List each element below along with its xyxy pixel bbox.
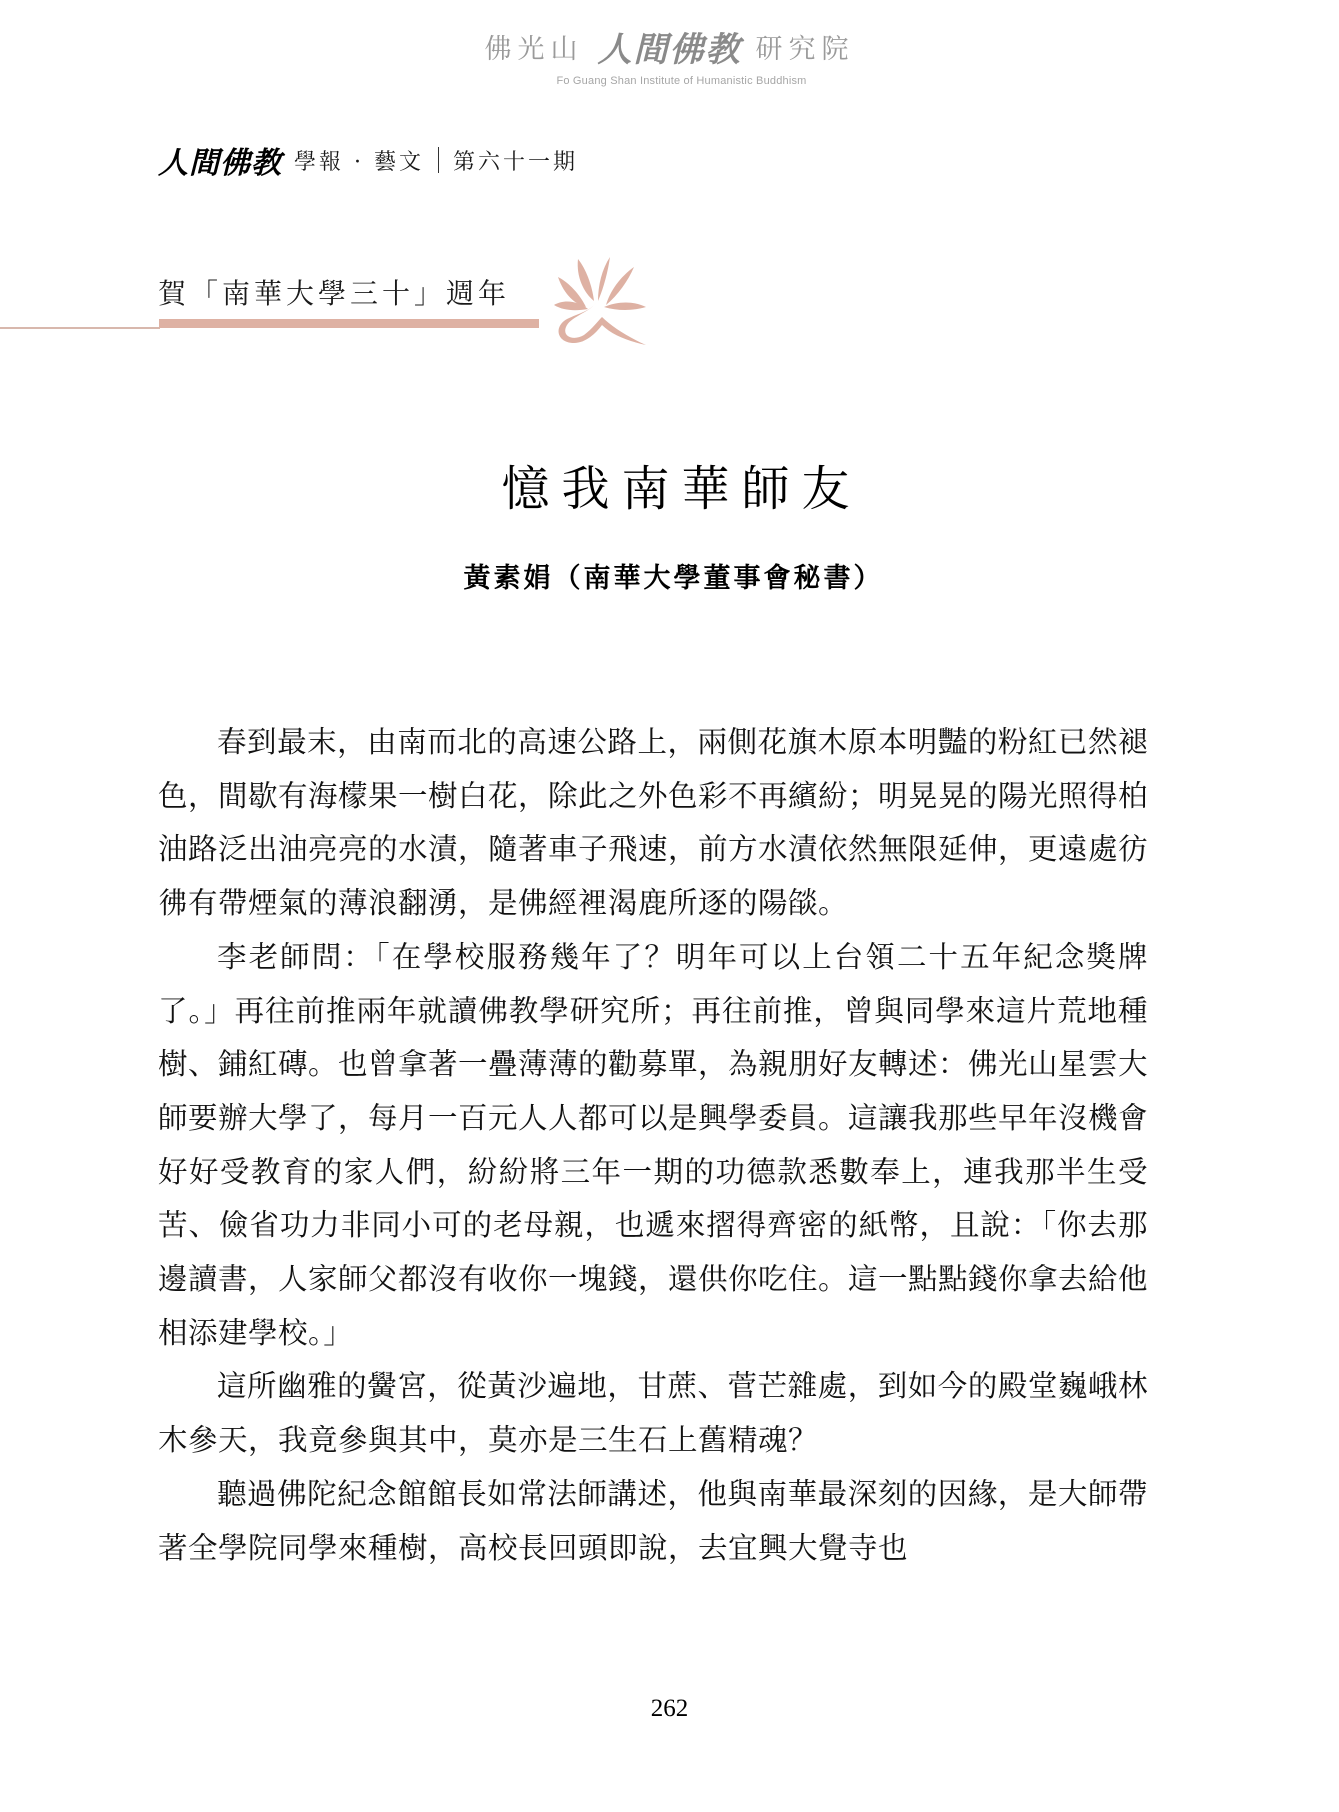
institute-name-suffix: 研究院: [755, 34, 855, 65]
journal-section: 學報 · 藝文: [294, 149, 424, 175]
lotus-petal-center-right: [598, 257, 610, 301]
lotus-petal-center-left: [578, 259, 594, 301]
institute-brand-calligraphy: 人間佛教: [597, 30, 742, 70]
body-paragraph: 聽過佛陀紀念館館長如常法師講述，他與南華最深刻的因緣，是大師帶著全學院同學來種樹，高校長回頭即說，去宜興大覺寺也: [158, 1476, 1148, 1565]
institute-name-prefix: 佛光山: [484, 34, 584, 65]
lotus-icon: [548, 255, 648, 347]
institute-name-english: Fo Guang Shan Institute of Humanistic Buddhism: [556, 75, 807, 87]
body-paragraph: 春到最末，由南而北的高速公路上，兩側花旗木原本明豔的粉紅已然褪色，間歇有海檬果一樹白花，除此之外色彩不再繽紛；明晃晃的陽光照得柏油路泛出油亮亮的水漬，隨著車子飛速，前方水漬依然無限延伸，更遠處彷彿有帶煙氣的薄浪翻湧，是佛經裡渴鹿所逐的陽燄。: [158, 725, 1149, 921]
institute-name: [485, 22, 855, 71]
article-body: [158, 716, 1148, 1575]
body-paragraph: 李老師問：「在學校服務幾年了？明年可以上台領二十五年紀念獎牌了。」再往前推兩年就讀佛教學研究所；再往前推，曾與同學來這片荒地種樹、鋪紅磚。也曾拿著一疊薄薄的勸募單，為親朋好友轉述：佛光山星雲大師要辦大學了，每月一百元人人都可以是興學委員。這讓我那些早年沒機會好好受教育的家人們，紛紛將三年一期的功德款悉數奉上，連我那半生受苦、儉省功力非同小可的老母親，也遞來摺得齊密的紙幣，且說：「你去那邊讀書，人家師父都沒有收你一塊錢，還供你吃住。這一點點錢你拿去給他相添建學校。」: [158, 939, 1149, 1350]
author-byline: 黃素娟（南華大學董事會秘書）: [463, 563, 884, 594]
institute-header: [0, 22, 1339, 87]
page-number: 262: [650, 1695, 689, 1722]
article-title: 憶我南華師友: [501, 461, 862, 517]
journal-brand-calligraphy: 人間佛教: [158, 146, 282, 181]
section-title: 賀「南華大學三十」週年: [158, 277, 511, 310]
section-banner: [158, 272, 510, 312]
issue-number: 第六十一期: [452, 149, 578, 175]
lotus-leaf-right: [604, 303, 646, 311]
section-thin-rule: [0, 327, 160, 329]
body-paragraph: 這所幽雅的黌宮，從黃沙遍地，甘蔗、菅芒雜處，到如今的殿堂巍峨林木參天，我竟參與其中，莫亦是三生石上舊精魂？: [158, 1369, 1148, 1458]
header-divider: [438, 147, 439, 173]
lotus-petal-right: [606, 267, 634, 305]
running-header: [158, 138, 578, 182]
section-thick-rule: [159, 319, 539, 328]
